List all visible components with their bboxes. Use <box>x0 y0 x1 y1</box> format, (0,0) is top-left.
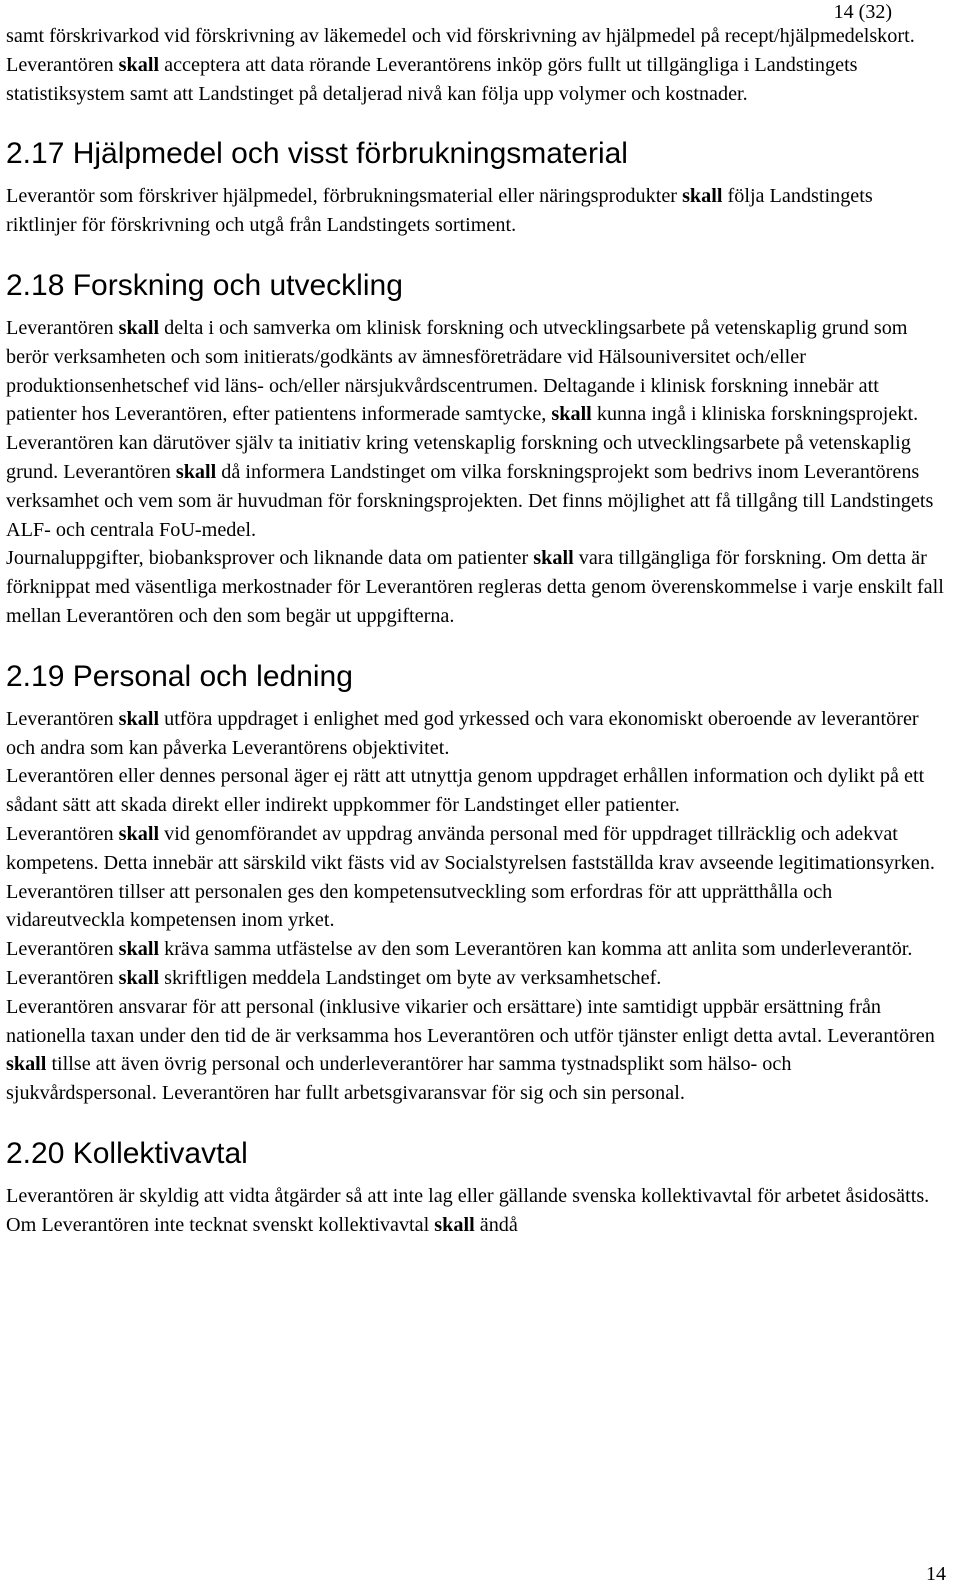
text-run: Leverantören <box>6 707 119 730</box>
paragraph <box>6 429 946 544</box>
text-run: Leverantören <box>6 938 119 961</box>
text-run: Leverantören <box>6 316 119 339</box>
paragraph <box>6 314 946 429</box>
bold-term: skall <box>118 53 160 76</box>
bold-term: skall <box>551 403 592 426</box>
paragraph <box>6 820 946 935</box>
text-run: följa Landstingets riktlinjer för förskrivning och utgå från Landstingets sortiment. <box>6 185 873 237</box>
paragraph <box>6 935 946 964</box>
bold-term: skall <box>118 966 160 989</box>
text-run: Leverantören kan därutöver själv ta initiativ kring vetenskaplig forskning och utvecklingsarbete på vetenskaplig grund. Leverantören <box>6 432 911 483</box>
paragraph <box>6 182 946 240</box>
section-heading: 2.19 Personal och ledning <box>6 659 353 693</box>
page-number-bottom: 14 <box>926 1563 946 1585</box>
text-run: Leverantör som förskriver hjälpmedel, förbrukningsmaterial eller näringsprodukter <box>6 185 683 208</box>
section <box>6 1136 946 1240</box>
section <box>6 659 946 1108</box>
bold-term: skall <box>682 185 723 208</box>
text-run: vid genomförandet av uppdrag använda personal med för uppdraget tillräcklig och adekvat kompetens. Detta innebär att särskild vikt fästs vid av Socialstyrelsen fastställda krav avseende legitimationsyrken. Leverantören tillser att personalen ges den kompetensutveckling som erfordras för att upprätthålla och vidareutveckla kompetensen inom yrket. <box>6 822 935 932</box>
text-run: Leverantören är skyldig att vidta åtgärder så att inte lag eller gällande svenska kollektivavtal för arbetet åsidosätts. Om Leverantören inte tecknat svenskt kollektivavtal <box>6 1184 930 1236</box>
paragraph <box>6 993 946 1108</box>
paragraph <box>6 22 946 108</box>
text-run: Leverantören <box>6 966 119 989</box>
bold-term: skall <box>533 547 574 570</box>
bold-term: skall <box>118 316 160 339</box>
bold-term: skall <box>175 460 217 483</box>
section-heading: 2.18 Forskning och utveckling <box>6 268 403 302</box>
text-run: tillse att även övrig personal och underleverantörer har samma tystnadsplikt som hälso- och sjukvårdspersonal. Leverantören har fullt arbetsgivaransvar för sig och sin personal. <box>6 1053 792 1105</box>
bold-term: skall <box>118 707 160 730</box>
bold-term: skall <box>434 1213 475 1236</box>
text-run: Leverantören <box>6 822 119 845</box>
section-heading: 2.20 Kollektivavtal <box>6 1136 248 1170</box>
bold-term: skall <box>118 822 160 845</box>
section <box>6 136 946 240</box>
text-run: då informera Landstinget om vilka forskningsprojekt som bedrivs inom Leverantörens verksamhet och vem som är huvudman för forskningsprojekten. Det finns möjlighet att få tillgång till Landstingets ALF- och centrala FoU-medel. <box>6 460 934 541</box>
text-run: ändå <box>474 1213 518 1236</box>
text-run: acceptera att data rörande Leverantörens inköp görs fullt ut tillgängliga i Landstingets statistiksystem samt att Landstinget på detaljerad nivå kan följa upp volymer och kostnader. <box>6 53 858 105</box>
text-run: skriftligen meddela Landstinget om byte av verksamhetschef. <box>159 966 662 989</box>
text-run: Leverantören ansvarar för att personal (inklusive vikarier och ersättare) inte samtidigt uppbär ersättning från nationella taxan under den tid de är verksamma hos Leverantören och utför tjänster enligt detta avtal. Leverantören <box>6 995 935 1047</box>
paragraph <box>6 762 946 820</box>
paragraph <box>6 705 946 763</box>
text-run: kunna ingå i kliniska forskningsprojekt. <box>591 403 919 426</box>
text-run: samt förskrivarkod vid förskrivning av läkemedel och vid förskrivning av hjälpmedel på recept/hjälpmedelskort. Leverantören <box>6 25 915 76</box>
paragraph <box>6 1182 946 1240</box>
section-heading: 2.17 Hjälpmedel och visst förbrukningsmaterial <box>6 137 628 171</box>
text-run: Leverantören eller dennes personal äger ej rätt att utnyttja genom uppdraget erhållen information och dylikt på ett sådant sätt att skada direkt eller indirekt uppkommer för Landstinget eller patienter. <box>6 765 925 817</box>
text-run: delta i och samverka om klinisk forskning och utvecklingsarbete på vetenskaplig grund som berör verksamheten och som initierats/godkänts av ämnesföreträdare vid Hälsouniversitet och/eller produktionsenhetschef vid läns- och/eller närsjukvårdscentrumen. Deltagande i klinisk forskning innebär att patienter hos Leverantören, efter patientens informerade samtycke, <box>6 316 908 426</box>
document-body <box>6 22 946 1240</box>
paragraph <box>6 964 946 993</box>
text-run: kräva samma utfästelse av den som Leverantören kan komma att anlita som underleverantör. <box>159 938 913 961</box>
paragraph <box>6 544 946 630</box>
section <box>6 268 946 631</box>
page-number-top: 14 (32) <box>833 1 892 23</box>
text-run: vara tillgängliga för forskning. Om detta är förknippat med väsentliga merkostnader för Leverantören regleras detta genom överenskommelse i varje enskilt fall mellan Leverantören och den som begär ut uppgifterna. <box>6 547 944 627</box>
bold-term: skall <box>118 938 160 961</box>
text-run: utföra uppdraget i enlighet med god yrkessed och vara ekonomiskt oberoende av leverantörer och andra som kan påverka Leverantörens objektivitet. <box>6 707 919 759</box>
text-run: Journaluppgifter, biobanksprover och liknande data om patienter <box>6 547 534 570</box>
bold-term: skall <box>6 1053 47 1076</box>
